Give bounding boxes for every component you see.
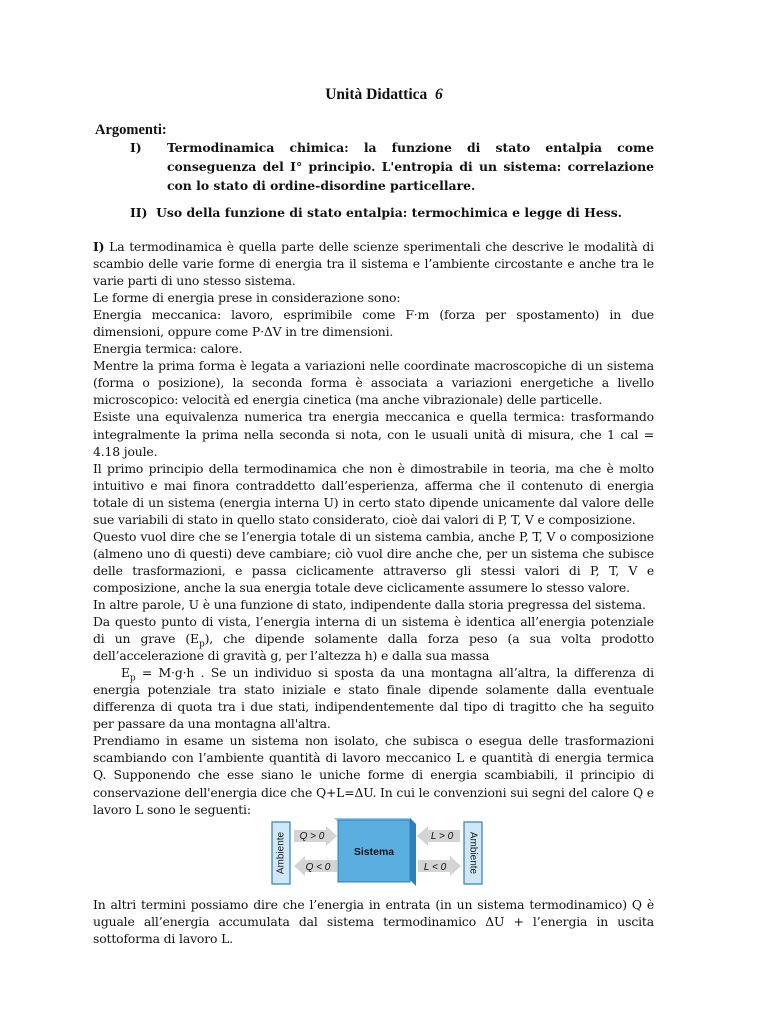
topic-1-text: Termodinamica chimica: la funzione di stato entalpia come conseguenza del I° principio. L'entropia di un sistema: correlazione con lo stato di ordine-disordine particellare.: [167, 140, 654, 193]
paragraph: Questo vuol dire che se l’energia totale di un sistema cambia, anche P, T, V o composizione (almeno uno di questi) deve cambiare; ciò vuol dire anche che, per un sistema che subisce delle trasformazioni, e passa ciclicamente attraverso gli stessi valori di P, T, V e composizione, anche la sua energia totale deve ciclicamente assumere lo stesso valore.: [93, 528, 654, 595]
topic-2-label: II): [130, 205, 148, 220]
q-in-label: Q > 0: [299, 831, 325, 842]
paragraph-text: La termodinamica è quella parte delle scienze sperimentali che descrive le modalità di scambio delle varie forme di energia tra il sistema e l’ambiente circostante e anche tra le varie parti di uno stesso sistema.: [93, 239, 654, 289]
system-environment-diagram: [270, 814, 485, 890]
subscript: p: [198, 639, 205, 650]
page-title: [0, 86, 768, 104]
intro-label: I): [93, 239, 105, 254]
paragraph: [93, 664, 654, 732]
topic-1-label: I): [130, 140, 142, 155]
l-in-label: L > 0: [430, 831, 454, 842]
paragraph-text: = M·g·h . Se un individuo si sposta da una montagna all’altra, la differenza di energia potenziale tra stato iniziale e stato finale dipende solamente dalla eventuale differenza di quota tra i due stati, indipendentemente dal tipo di tragitto che ha seguito per passare da una montagna all'altra.: [93, 665, 654, 732]
paragraph: In altre parole, U è una funzione di stato, indipendente dalla storia pregressa del sistema.: [93, 596, 646, 612]
left-ambiente-label: Ambiente: [275, 831, 287, 875]
paragraph: In altri termini possiamo dire che l’energia in entrata (in un sistema termodinamico) Q è uguale all’energia accumulata dal sistema termodinamico ΔU + l’energia in uscita sottoforma di lavoro L.: [93, 897, 654, 947]
body-text: [93, 238, 654, 818]
paragraph-text: ), che dipende solamente dalla forza peso (a sua volta prodotto dell’accelerazione di gravità g, per l’altezza h) e dalla sua massa: [93, 631, 654, 664]
system-box-side: [410, 818, 416, 886]
paragraph: Il primo principio della termodinamica che non è dimostrabile in teoria, ma che è molto intuitivo e mai finora contraddetto dall’esperienza, afferma che il contenuto di energia totale di un sistema (energia interna U) in certo stato dipende unicamente dal valore delle sue variabili di stato in quello stato considerato, cioè dai valori di P, T, V e composizione.: [93, 460, 654, 527]
system-label: Sistema: [353, 846, 395, 858]
title-number: 6: [435, 86, 443, 103]
topic-2: [130, 205, 622, 220]
topic-1: [130, 138, 654, 195]
footer-paragraph: [93, 896, 654, 947]
q-out-label: Q < 0: [305, 862, 331, 873]
paragraph: [93, 238, 654, 289]
paragraph: Energia termica: calore.: [93, 341, 243, 357]
paragraph: [93, 613, 654, 664]
paragraph: Le forme di energia prese in considerazione sono:: [93, 290, 401, 306]
subscript: p: [129, 673, 136, 684]
topic-2-text: Uso della funzione di stato entalpia: termochimica e legge di Hess.: [156, 205, 623, 220]
paragraph: Mentre la prima forma è legata a variazioni nelle coordinate macroscopiche di un sistema (forma o posizione), la seconda forma è associata a variazioni energetiche a livello microscopico: velocità ed energia cinetica (ma anche vibrazionale) delle particelle.: [93, 358, 654, 408]
right-ambiente-label: Ambiente: [467, 831, 479, 875]
formula-text: E: [121, 665, 130, 681]
paragraph: Energia meccanica: lavoro, esprimibile come F·m (forza per spostamento) in due dimensioni, oppure come P·ΔV in tre dimensioni.: [93, 307, 654, 340]
paragraph-text: Da questo punto di vista, l’energia interna di un sistema è identica all’energia potenziale di un grave (E: [93, 614, 654, 647]
l-out-label: L < 0: [423, 862, 447, 873]
section-heading: Argomenti:: [95, 122, 167, 138]
paragraph: Prendiamo in esame un sistema non isolato, che subisca o esegua delle trasformazioni scambiando con l’ambiente quantità di lavoro meccanico L e quantità di energia termica Q. Supponendo che esse siano le uniche forme di energia scambiabili, il principio di conservazione dell'energia dice che Q+L=ΔU. In cui le convenzioni sui segni del calore Q e lavoro L sono le seguenti:: [93, 733, 654, 817]
paragraph: Esiste una equivalenza numerica tra energia meccanica e quella termica: trasformando integralmente la prima nella seconda si nota, con le usuali unità di misura, che 1 cal = 4.18 joule.: [93, 409, 654, 459]
title-text: Unità Didattica: [325, 86, 428, 103]
